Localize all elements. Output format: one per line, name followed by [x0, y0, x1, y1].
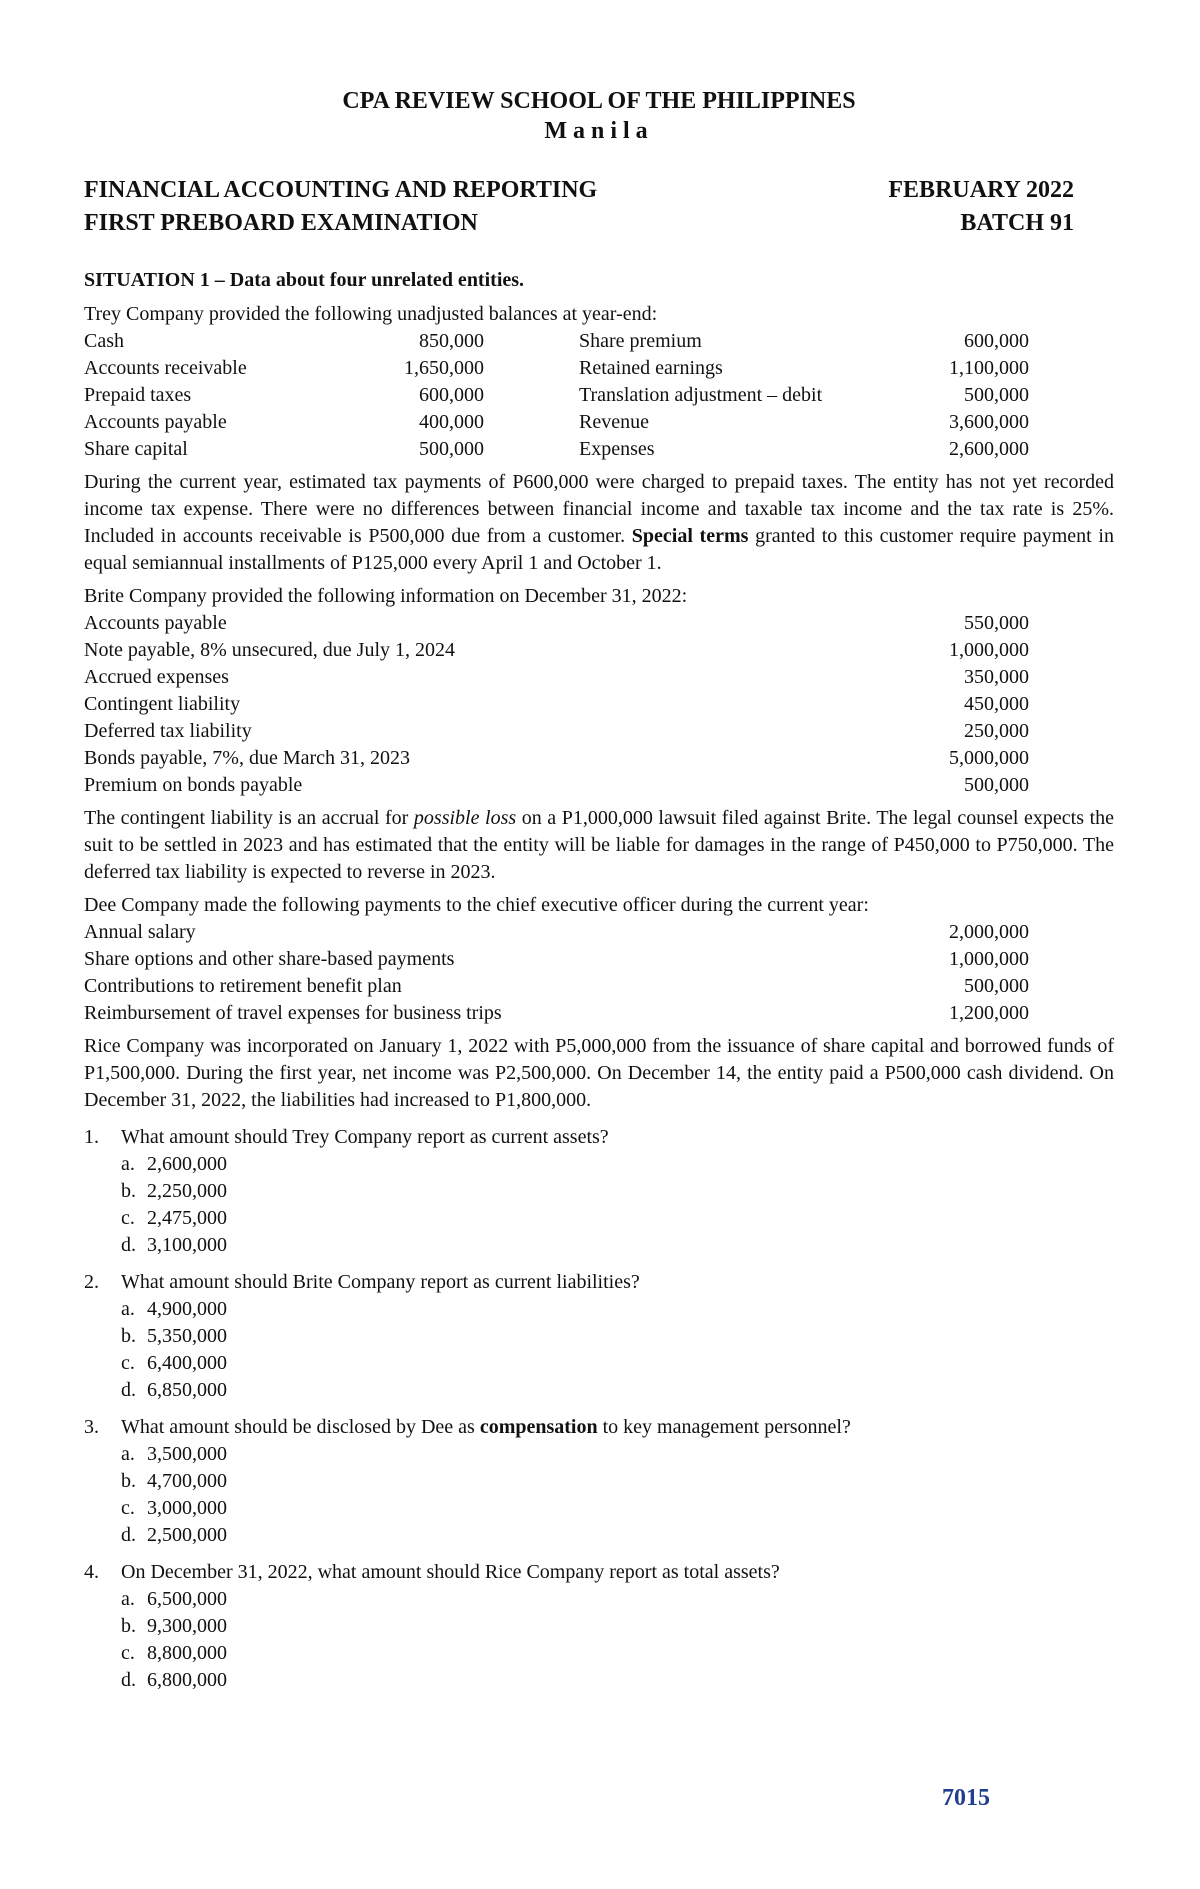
paragraph-text: During the current year, estimated tax payments of P600,000 were charged to prepaid taxes. The entity has not yet recorded income tax expense. There were no differences between financial income and taxable tax income and the tax rate is 25%. Included in accounts receivable is P500,000 due from a customer.	[84, 471, 1114, 547]
dee-intro: Dee Company made the following payments to the chief executive officer during the current year:	[84, 894, 869, 916]
brite-intro: Brite Company provided the following information on December 31, 2022:	[84, 585, 688, 607]
account-value: 3,600,000	[949, 411, 1029, 433]
item-value: 500,000	[964, 774, 1029, 796]
account-label: Retained earnings	[579, 357, 723, 379]
table-row	[84, 691, 1029, 718]
item-value: 2,000,000	[949, 921, 1029, 943]
rice-paragraph: Rice Company was incorporated on January 1, 2022 with P5,000,000 from the issuance of share capital and borrowed funds of P1,500,000. During the first year, net income was P2,500,000. On December 14, the entity paid a P500,000 cash dividend. On December 31, 2022, the liabilities had increased to P1,800,000.	[84, 1035, 1114, 1111]
answer-choice: d. 6,800,000	[121, 1669, 227, 1691]
item-label: Reimbursement of travel expenses for business trips	[84, 1002, 502, 1024]
question-number: 2.	[84, 1271, 99, 1293]
account-label: Cash	[84, 330, 124, 352]
item-label: Premium on bonds payable	[84, 774, 303, 796]
answer-choice: b. 4,700,000	[121, 1470, 227, 1492]
account-label: Expenses	[579, 438, 655, 460]
table-row	[84, 745, 1029, 772]
answer-choice: c. 8,800,000	[121, 1642, 227, 1664]
account-value: 1,650,000	[404, 357, 484, 379]
item-value: 550,000	[964, 612, 1029, 634]
paragraph-text: on a P1,000,000 lawsuit filed against Brite. The legal counsel expects the suit to be settled in 2023 and has estimated that the entity will be liable for damages in the range of P450,000 to P750,000. The deferred tax liability is expected to reverse in 2023.	[84, 807, 1115, 883]
subject-title: FINANCIAL ACCOUNTING AND REPORTING	[84, 177, 598, 203]
school-title: CPA REVIEW SCHOOL OF THE PHILIPPINES	[342, 88, 856, 114]
item-label: Accounts payable	[84, 612, 227, 634]
account-value: 400,000	[419, 411, 484, 433]
item-value: 350,000	[964, 666, 1029, 688]
table-row	[84, 355, 1029, 382]
table-row	[84, 946, 1029, 973]
table-row	[84, 664, 1029, 691]
account-label: Share premium	[579, 330, 702, 352]
account-label: Accounts payable	[84, 411, 227, 433]
account-label: Prepaid taxes	[84, 384, 192, 406]
document-page	[84, 0, 1114, 1694]
account-value: 1,100,000	[949, 357, 1029, 379]
table-row	[84, 637, 1029, 664]
item-value: 250,000	[964, 720, 1029, 742]
item-label: Note payable, 8% unsecured, due July 1, 2024	[84, 639, 456, 661]
batch-label: BATCH 91	[960, 210, 1074, 236]
item-value: 5,000,000	[949, 747, 1029, 769]
account-value: 600,000	[419, 384, 484, 406]
answer-choice: d. 2,500,000	[121, 1524, 227, 1546]
question-number: 3.	[84, 1416, 99, 1438]
answer-choice: a. 4,900,000	[121, 1298, 227, 1320]
table-row	[84, 610, 1029, 637]
question-number: 1.	[84, 1126, 99, 1148]
answer-choice: a. 6,500,000	[121, 1588, 227, 1610]
answer-choice: b. 5,350,000	[121, 1325, 227, 1347]
answer-choice: d. 6,850,000	[121, 1379, 227, 1401]
item-value: 500,000	[964, 975, 1029, 997]
table-row	[84, 328, 1029, 355]
table-row	[84, 436, 1029, 463]
exam-date: FEBRUARY 2022	[888, 177, 1074, 203]
question-list	[84, 1124, 1114, 1694]
account-label: Accounts receivable	[84, 357, 247, 379]
account-value: 500,000	[964, 384, 1029, 406]
question-1	[84, 1124, 1114, 1259]
table-row	[84, 718, 1029, 745]
answer-choice: c. 2,475,000	[121, 1207, 227, 1229]
answer-choice: b. 2,250,000	[121, 1180, 227, 1202]
question-stem: What amount should be disclosed by Dee as compensation to key management personnel?	[121, 1416, 851, 1438]
paragraph-text: The contingent liability is an accrual for	[84, 807, 414, 829]
table-row	[84, 409, 1029, 436]
page-code: 7015	[942, 1785, 990, 1811]
item-value: 450,000	[964, 693, 1029, 715]
item-label: Bonds payable, 7%, due March 31, 2023	[84, 747, 411, 769]
table-row	[84, 919, 1029, 946]
question-stem: What amount should Brite Company report as current liabilities?	[121, 1271, 640, 1293]
item-label: Contingent liability	[84, 693, 241, 715]
account-label: Revenue	[579, 411, 649, 433]
table-row	[84, 1000, 1029, 1027]
answer-choice: a. 3,500,000	[121, 1443, 227, 1465]
question-stem: What amount should Trey Company report as current assets?	[121, 1126, 609, 1148]
bold-term: Special terms	[631, 525, 749, 547]
italic-term: possible loss	[413, 807, 517, 829]
item-label: Share options and other share-based payments	[84, 948, 455, 970]
city-title: Manila	[544, 118, 654, 144]
table-row	[84, 973, 1029, 1000]
account-value: 850,000	[419, 330, 484, 352]
paragraph-text: granted to this customer require payment in equal semiannual installments of P125,000 every April 1 and October 1.	[84, 525, 1114, 574]
item-label: Accrued expenses	[84, 666, 229, 688]
exam-header	[84, 174, 1114, 240]
dee-payments-table	[84, 919, 1029, 1027]
brite-liabilities-table	[84, 610, 1029, 799]
account-value: 500,000	[419, 438, 484, 460]
answer-choice: d. 3,100,000	[121, 1234, 227, 1256]
question-3	[84, 1414, 1114, 1549]
question-2	[84, 1269, 1114, 1404]
item-value: 1,000,000	[949, 639, 1029, 661]
item-label: Contributions to retirement benefit plan	[84, 975, 402, 997]
trey-intro: Trey Company provided the following unadjusted balances at year-end:	[84, 303, 658, 325]
account-label: Translation adjustment – debit	[579, 384, 823, 406]
answer-choice: b. 9,300,000	[121, 1615, 227, 1637]
account-value: 2,600,000	[949, 438, 1029, 460]
item-value: 1,200,000	[949, 1002, 1029, 1024]
account-value: 600,000	[964, 330, 1029, 352]
brite-paragraph	[84, 805, 1114, 886]
answer-choice: c. 6,400,000	[121, 1352, 227, 1374]
answer-choice: a. 2,600,000	[121, 1153, 227, 1175]
exam-title: FIRST PREBOARD EXAMINATION	[84, 210, 478, 236]
table-row	[84, 772, 1029, 799]
item-value: 1,000,000	[949, 948, 1029, 970]
question-4	[84, 1559, 1114, 1694]
table-row	[84, 382, 1029, 409]
question-number: 4.	[84, 1561, 99, 1583]
trey-balances-table	[84, 328, 1029, 463]
trey-paragraph	[84, 469, 1114, 577]
item-label: Annual salary	[84, 921, 196, 943]
item-label: Deferred tax liability	[84, 720, 252, 742]
situation-title: SITUATION 1 – Data about four unrelated entities.	[84, 269, 525, 291]
account-label: Share capital	[84, 438, 188, 460]
answer-choice: c. 3,000,000	[121, 1497, 227, 1519]
question-stem: On December 31, 2022, what amount should Rice Company report as total assets?	[121, 1561, 780, 1583]
